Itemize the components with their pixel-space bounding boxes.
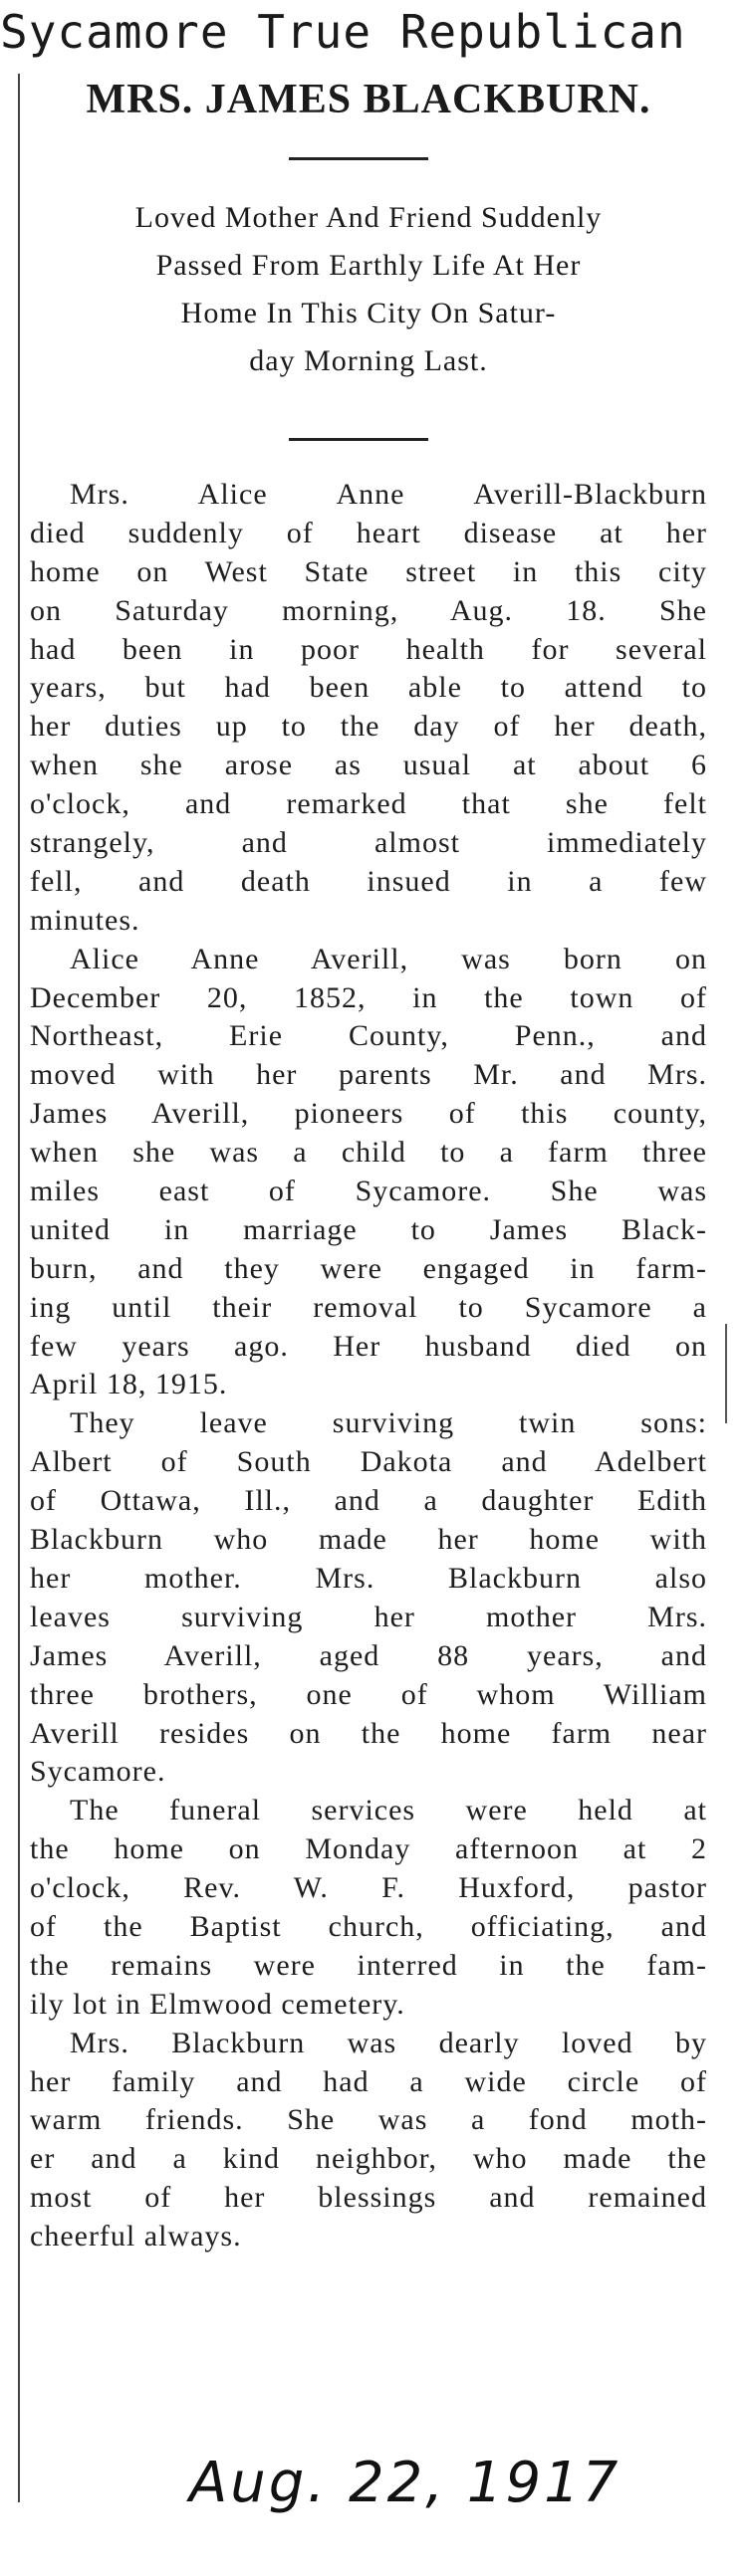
article-text-line: when she was a child to a farm three — [30, 1136, 707, 1170]
newspaper-name: Sycamore True Republican — [0, 5, 686, 59]
article-text-line: Averill resides on the home farm near — [30, 1716, 707, 1750]
article-text-line: Blackburn who made her home with — [30, 1523, 707, 1557]
article-text-line: o'clock, Rev. W. F. Huxford, pastor — [30, 1871, 707, 1905]
article-text-line: o'clock, and remarked that she felt — [30, 787, 707, 821]
article-text-line: the home on Monday afternoon at 2 — [30, 1832, 707, 1866]
article-text-line: on Saturday morning, Aug. 18. She — [30, 593, 707, 627]
headline-divider — [289, 157, 428, 160]
article-text-line: Alice Anne Averill, was born on — [70, 942, 707, 975]
article-text-line: ily lot in Elmwood cemetery. — [30, 1987, 405, 2021]
article-text-line: her mother. Mrs. Blackburn also — [30, 1561, 707, 1595]
handwritten-date: Aug. 22, 1917 — [189, 2451, 621, 2515]
subhead-line: Loved Mother And Friend Suddenly — [134, 201, 603, 234]
subhead-divider — [289, 438, 428, 441]
article-text-line: miles east of Sycamore. She was — [30, 1175, 707, 1208]
article-text-line: burn, and they were engaged in farm- — [30, 1251, 707, 1285]
article-text-line: James Averill, aged 88 years, and — [30, 1638, 707, 1672]
article-text-line: home on West State street in this city — [30, 554, 707, 588]
article-text-line: moved with her parents Mr. and Mrs. — [30, 1058, 707, 1092]
article-text-line: three brothers, one of whom William — [30, 1677, 707, 1711]
clipping-left-edge — [18, 74, 20, 2502]
article-text-line: cheerful always. — [30, 2220, 242, 2254]
article-headline: MRS. JAMES BLACKBURN. — [86, 77, 651, 122]
article-text-line: Sycamore. — [30, 1755, 166, 1789]
article-text-line: had been in poor health for several — [30, 632, 707, 666]
article-text-line: minutes. — [30, 903, 140, 937]
article-text-line: of Ottawa, Ill., and a daughter Edith — [30, 1484, 707, 1518]
article-text-line: united in marriage to James Black- — [30, 1212, 707, 1246]
article-text-line: warm friends. She was a fond moth- — [30, 2103, 707, 2137]
article-text-line: Northeast, Erie County, Penn., and — [30, 1019, 707, 1053]
article-text-line: when she arose as usual at about 6 — [30, 749, 707, 782]
article-text-line: ing until their removal to Sycamore a — [30, 1290, 707, 1324]
article-text-line: her family and had a wide circle of — [30, 2064, 707, 2098]
article-text-line: Mrs. Alice Anne Averill-Blackburn — [70, 478, 707, 511]
article-text-line: leaves surviving her mother Mrs. — [30, 1600, 707, 1633]
article-text-line: The funeral services were held at — [70, 1794, 707, 1827]
article-text-line: December 20, 1852, in the town of — [30, 980, 707, 1014]
article-text-line: strangely, and almost immediately — [30, 826, 707, 860]
article-text-line: They leave surviving twin sons: — [70, 1406, 707, 1440]
article-text-line: the remains were interred in the fam- — [30, 1948, 707, 1982]
article-text-line: years, but had been able to attend to — [30, 671, 707, 705]
article-text-line: Albert of South Dakota and Adelbert — [30, 1445, 707, 1479]
article-subheadline — [40, 194, 697, 385]
article-text-line: Mrs. Blackburn was dearly loved by — [70, 2026, 707, 2059]
article-text-line: James Averill, pioneers of this county, — [30, 1097, 707, 1131]
article-body — [30, 476, 707, 2256]
subhead-line: Passed From Earthly Life At Her — [155, 249, 582, 282]
article-text-line: her duties up to the day of her death, — [30, 710, 707, 744]
article-text-line: died suddenly of heart disease at her — [30, 516, 707, 549]
article-text-line: of the Baptist church, officiating, and — [30, 1909, 707, 1943]
article-text-line: most of her blessings and remained — [30, 2181, 707, 2215]
article-text-line: few years ago. Her husband died on — [30, 1329, 707, 1363]
clipping-right-edge — [725, 1324, 727, 1423]
article-text-line: April 18, 1915. — [30, 1368, 228, 1401]
subhead-line: Home In This City On Satur- — [180, 297, 557, 329]
article-text-line: fell, and death insued in a few — [30, 864, 707, 898]
article-text-line: er and a kind neighbor, who made the — [30, 2142, 707, 2176]
subhead-line: day Morning Last. — [249, 344, 488, 377]
